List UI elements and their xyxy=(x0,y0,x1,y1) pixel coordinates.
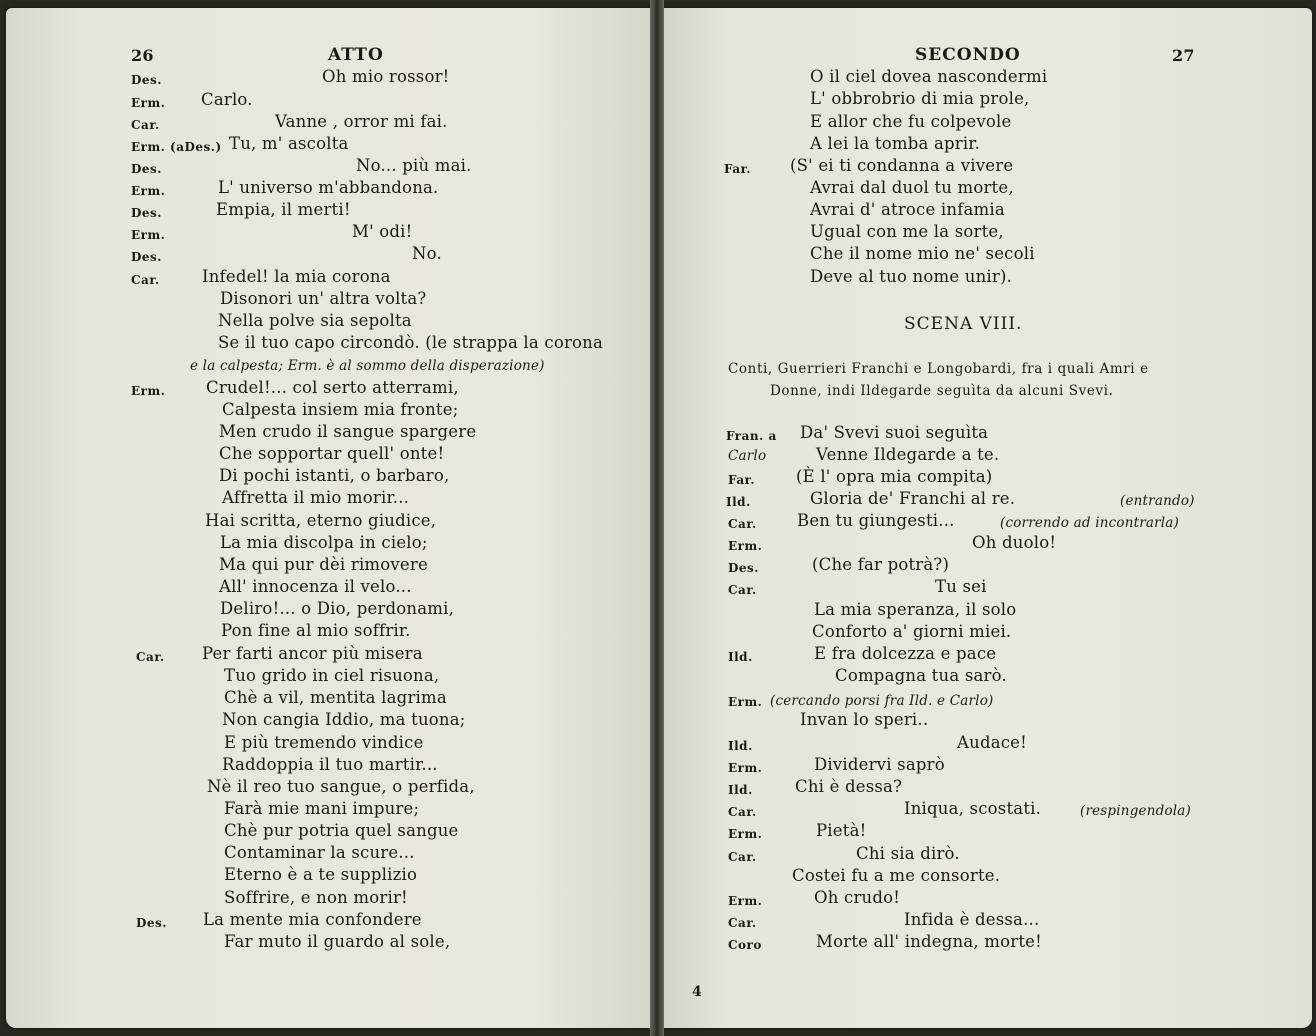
stage-direction: (entrando) xyxy=(1120,493,1195,509)
speaker-label: Des. xyxy=(131,206,162,220)
verse-line: No... più mai. xyxy=(356,156,472,175)
speaker-label: Car. xyxy=(728,583,757,597)
stage-direction: Donne, indi Ildegarde seguìta da alcuni Svevi. xyxy=(770,383,1114,399)
verse-line: Che sopportar quell' onte! xyxy=(219,444,445,463)
verse-line: Costei fu a me consorte. xyxy=(792,866,1001,885)
verse-line: A lei la tomba aprir. xyxy=(810,134,981,153)
verse-line: Carlo. xyxy=(201,90,253,109)
verse-line: Soffrire, e non morir! xyxy=(224,888,408,907)
verse-line: Tu sei xyxy=(935,577,987,596)
signature-mark: 4 xyxy=(692,984,702,1000)
verse-line: (Che far potrà?) xyxy=(812,555,950,574)
verse-line: Nè il reo tuo sangue, o perfida, xyxy=(207,777,475,796)
verse-line: Empia, il merti! xyxy=(216,200,351,219)
verse-line: O il ciel dovea nascondermi xyxy=(810,67,1048,86)
verse-line: Che il nome mio ne' secoli xyxy=(810,244,1035,263)
verse-line: Tu, m' ascolta xyxy=(229,134,349,153)
speaker-label: Ild. xyxy=(728,739,753,753)
verse-line: L' obbrobrio di mia prole, xyxy=(810,89,1030,108)
speaker-label: Erm. (aDes.) xyxy=(131,140,222,154)
verse-line: L' universo m'abbandona. xyxy=(218,178,439,197)
verse-line: Contaminar la scure... xyxy=(224,843,415,862)
verse-line: Oh duolo! xyxy=(972,533,1057,552)
verse-line: Tuo grido in ciel risuona, xyxy=(224,666,440,685)
verse-line: E più tremendo vindice xyxy=(224,733,424,752)
verse-line: Audace! xyxy=(957,733,1027,752)
verse-line: Chè a vil, mentita lagrima xyxy=(224,688,447,707)
speaker-label: Car. xyxy=(728,850,757,864)
speaker-label: Car. xyxy=(131,273,160,287)
speaker-label: Far. xyxy=(728,473,756,487)
speaker-label: Erm. xyxy=(728,695,763,709)
verse-line: Raddoppia il tuo martir... xyxy=(222,755,438,774)
verse-line: Chi è dessa? xyxy=(795,777,903,796)
verse-line: Venne Ildegarde a te. xyxy=(816,445,1000,464)
speaker-label: Ild. xyxy=(728,783,753,797)
scene-title: SCENA VIII. xyxy=(904,314,1023,334)
verse-line: Far muto il guardo al sole, xyxy=(224,932,451,951)
speaker-label: Erm. xyxy=(728,761,763,775)
speaker-label: Car. xyxy=(131,118,160,132)
speaker-label: Fran. a xyxy=(726,429,777,443)
speaker-label: Des. xyxy=(136,916,167,930)
left-page-number: 26 xyxy=(131,46,154,65)
verse-line: Compagna tua sarò. xyxy=(835,666,1007,685)
verse-line: Avrai dal duol tu morte, xyxy=(810,178,1014,197)
speaker-label: Ild. xyxy=(728,650,753,664)
verse-line: Disonori un' altra volta? xyxy=(220,289,427,308)
verse-line: All' innocenza il velo... xyxy=(219,577,412,596)
verse-line: (È l' opra mia compita) xyxy=(796,467,993,486)
speaker-label: Car. xyxy=(728,916,757,930)
verse-line: Ma qui pur dèi rimovere xyxy=(219,555,428,574)
verse-line: Pon fine al mio soffrir. xyxy=(221,621,411,640)
right-page-number: 27 xyxy=(1172,46,1195,65)
verse-line: M' odi! xyxy=(352,222,413,241)
speaker-label: Car. xyxy=(136,650,165,664)
stage-direction: e la calpesta; Erm. è al sommo della disperazione) xyxy=(190,358,545,374)
speaker-label: Far. xyxy=(724,162,752,176)
verse-line: Hai scritta, eterno giudice, xyxy=(205,511,437,530)
verse-line: Chi sia dirò. xyxy=(856,844,960,863)
verse-line: Gloria de' Franchi al re. xyxy=(810,489,1016,508)
verse-line: Dividervi saprò xyxy=(814,755,945,774)
speaker-label: Car. xyxy=(728,517,757,531)
verse-line: Ugual con me la sorte, xyxy=(810,222,1004,241)
speaker-label: Erm. xyxy=(131,96,166,110)
verse-line: Da' Svevi suoi seguìta xyxy=(800,423,989,442)
verse-line: La mente mia confondere xyxy=(203,910,422,929)
verse-line: Non cangia Iddio, ma tuona; xyxy=(222,710,466,729)
speaker-label: Erm. xyxy=(728,827,763,841)
speaker-label: Carlo xyxy=(728,448,767,464)
verse-line: Oh crudo! xyxy=(814,888,901,907)
verse-line: Crudel!... col serto atterrami, xyxy=(206,378,459,397)
verse-line: Infida è dessa... xyxy=(904,910,1040,929)
verse-line: Per farti ancor più misera xyxy=(202,644,423,663)
verse-line: E fra dolcezza e pace xyxy=(814,644,997,663)
speaker-label: Des. xyxy=(131,162,162,176)
verse-line: Oh mio rossor! xyxy=(322,67,450,86)
verse-line: Invan lo speri.. xyxy=(800,710,929,729)
right-running-head: SECONDO xyxy=(915,45,1021,65)
verse-line: Conforto a' giorni miei. xyxy=(812,622,1012,641)
speaker-label: Erm. xyxy=(131,384,166,398)
verse-line: E allor che fu colpevole xyxy=(810,112,1012,131)
speaker-label: Des. xyxy=(728,561,759,575)
verse-line: Iniqua, scostati. xyxy=(904,799,1042,818)
verse-line: Men crudo il sangue spargere xyxy=(219,422,477,441)
stage-direction: (correndo ad incontrarla) xyxy=(1000,515,1179,531)
speaker-label: Car. xyxy=(728,805,757,819)
speaker-label: Coro xyxy=(728,938,762,952)
book-gutter xyxy=(650,0,664,1036)
verse-line: Deliro!... o Dio, perdonami, xyxy=(220,599,455,618)
verse-line: Deve al tuo nome unir). xyxy=(810,267,1013,286)
verse-line: (S' ei ti condanna a vivere xyxy=(790,156,1014,175)
verse-line: Affretta il mio morir... xyxy=(222,488,410,507)
verse-line: Chè pur potria quel sangue xyxy=(224,821,459,840)
verse-line: Se il tuo capo circondò. (le strappa la corona xyxy=(218,333,604,352)
speaker-label: Erm. xyxy=(728,894,763,908)
verse-line: La mia speranza, il solo xyxy=(814,600,1017,619)
speaker-label: Des. xyxy=(131,73,162,87)
verse-line: Avrai d' atroce infamia xyxy=(810,200,1005,219)
verse-line: Morte all' indegna, morte! xyxy=(816,932,1042,951)
verse-line: La mia discolpa in cielo; xyxy=(220,533,428,552)
verse-line: Infedel! la mia corona xyxy=(202,267,391,286)
speaker-label: Erm. xyxy=(131,184,166,198)
speaker-label: Des. xyxy=(131,250,162,264)
verse-line: Ben tu giungesti... xyxy=(797,511,955,530)
verse-line: Nella polve sia sepolta xyxy=(218,311,412,330)
verse-line: Di pochi istanti, o barbaro, xyxy=(219,466,450,485)
verse-line: No. xyxy=(412,244,442,263)
stage-direction: Conti, Guerrieri Franchi e Longobardi, fra i quali Amri e xyxy=(728,361,1149,377)
left-running-head: ATTO xyxy=(328,45,384,65)
speaker-label: Erm. xyxy=(728,539,763,553)
verse-line: Eterno è a te supplizio xyxy=(224,865,418,884)
verse-line: Vanne , orror mi fai. xyxy=(275,112,448,131)
speaker-label: Ild. xyxy=(726,495,751,509)
verse-line: Calpesta insiem mia fronte; xyxy=(222,400,459,419)
stage-direction: (cercando porsi fra Ild. e Carlo) xyxy=(770,693,994,709)
verse-line: Farà mie mani impure; xyxy=(224,799,420,818)
speaker-label: Erm. xyxy=(131,228,166,242)
stage-direction: (respingendola) xyxy=(1080,803,1192,819)
verse-line: Pietà! xyxy=(816,821,867,840)
